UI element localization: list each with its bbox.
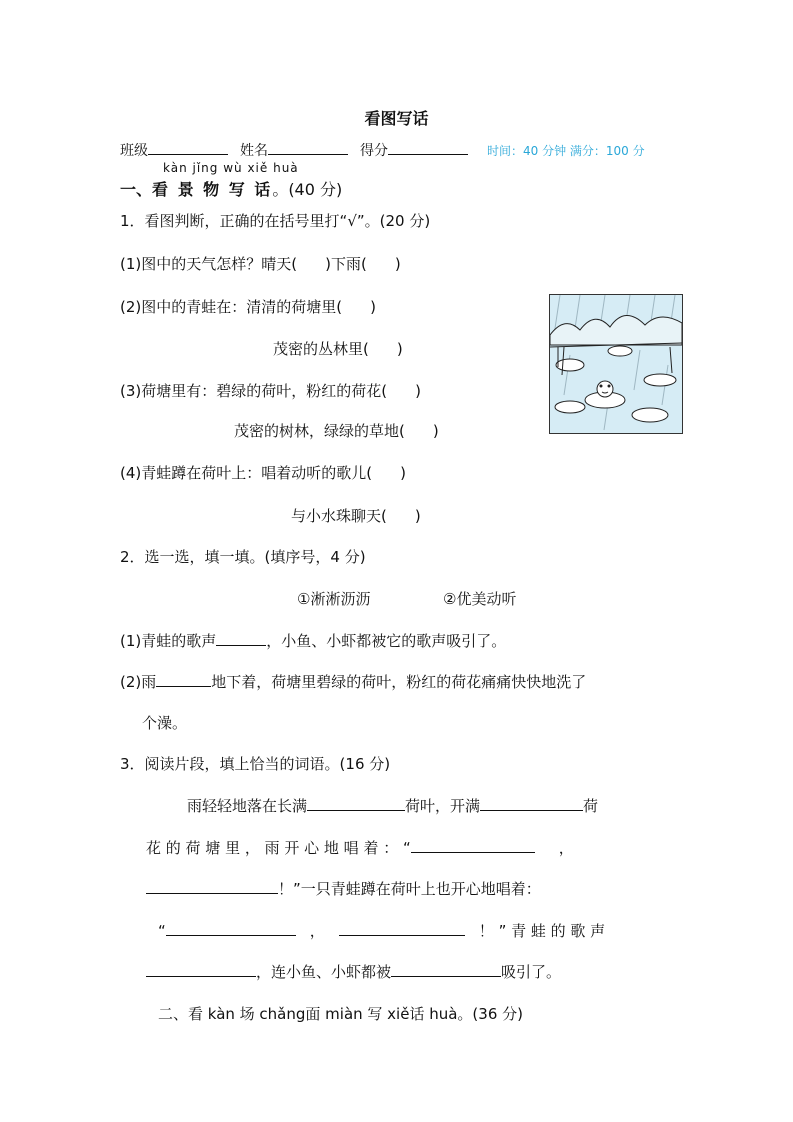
name-label: 姓名 [240, 143, 268, 159]
fill-blank[interactable] [216, 631, 266, 646]
q3-line-4 [158, 920, 605, 941]
section1-prefix: 一、 [120, 180, 153, 199]
q1-item-3-end: ) [396, 340, 403, 358]
fill-blank[interactable] [480, 796, 583, 811]
q2-s1-a: (1)青蛙的歌声 [120, 632, 217, 650]
q2-prompt: 2．选一选，填一填。(填序号，4 分) [120, 548, 366, 566]
q1-item-2 [120, 296, 376, 317]
q1-prompt: 1．看图判断，正确的在括号里打“√”。(20 分) [120, 212, 431, 230]
q1-item-7 [291, 505, 421, 526]
q1-item-1 [120, 253, 401, 274]
q1-item-5-text: 茂密的树林，绿绿的草地( [234, 422, 405, 440]
q1-item-6 [120, 462, 406, 483]
q3-line-2 [146, 837, 574, 858]
q3-p5-b: 吸引了。 [501, 963, 562, 981]
q3-p5-a: ，连小鱼、小虾都被 [256, 963, 392, 981]
fill-blank[interactable] [146, 879, 278, 894]
q3-line-3 [146, 878, 541, 899]
class-field [120, 140, 228, 160]
q3-p1-a: 雨轻轻地落在长满 [187, 797, 308, 815]
score-blank[interactable] [388, 140, 468, 155]
q2-option-2: ②优美动听 [443, 590, 517, 608]
q2-s1-b: ，小鱼、小虾都被它的歌声吸引了。 [266, 632, 507, 650]
q3-p2-b: ， [558, 839, 574, 857]
q3-p1-c: 荷 [583, 797, 599, 815]
q1-item-3 [273, 338, 403, 359]
q3-line-1 [187, 795, 598, 816]
q1-item-1-text: (1)图中的天气怎样？晴天( [120, 255, 298, 273]
q1-item-7-end: ) [414, 507, 421, 525]
section2-heading: 二、看 kàn 场 chǎng面 miàn 写 xiě话 huà。(36 分) [158, 1005, 523, 1023]
class-blank[interactable] [148, 140, 228, 155]
q2-sentence-2-cont: 个澡。 [142, 714, 188, 732]
q2-sentence-2 [120, 671, 586, 692]
fill-blank[interactable] [339, 921, 465, 936]
q1-item-2-end: ) [370, 298, 376, 316]
name-blank[interactable] [268, 140, 348, 155]
pond-scene-svg [550, 295, 682, 433]
time-info: 时间：40 分钟 满分：100 分 [487, 144, 645, 158]
q1-item-6-text: (4)青蛙蹲在荷叶上：唱着动听的歌儿( [120, 464, 373, 482]
q1-item-6-end: ) [400, 464, 406, 482]
q3-line-5 [146, 961, 561, 982]
q3-p4-b: ， [309, 922, 325, 940]
q1-item-2-text: (2)图中的青蛙在：清清的荷塘里( [120, 298, 343, 316]
fill-blank[interactable] [146, 962, 256, 977]
section1-chars: 看 景 物 写 话 [152, 180, 273, 199]
fill-blank[interactable] [411, 838, 535, 853]
q3-p1-b: 荷叶，开满 [405, 797, 481, 815]
q1-item-3-text: 茂密的丛林里( [273, 340, 369, 358]
class-label: 班级 [120, 143, 148, 159]
q3-p4-c: ！ ” 青 蛙 的 歌 声 [478, 922, 606, 940]
q1-item-1-mid: )下雨( [325, 255, 367, 273]
q1-item-5 [234, 420, 439, 441]
section1-pinyin: kàn jǐng wù xiě huà [163, 161, 299, 175]
page-title: 看图写话 [364, 109, 429, 128]
name-field [240, 140, 348, 160]
q2-sentence-1 [120, 630, 506, 651]
q3-p2-a: 花 的 荷 塘 里 ， 雨 开 心 地 唱 着 ： “ [146, 839, 411, 857]
q3-p3-a: ！”一只青蛙蹲在荷叶上也开心地唱着： [278, 880, 541, 898]
q1-item-1-end: ) [394, 255, 401, 273]
fill-blank[interactable] [307, 796, 405, 811]
section1-heading [120, 177, 342, 200]
score-field [360, 140, 468, 160]
q1-item-4 [120, 380, 421, 401]
fill-blank[interactable] [156, 672, 211, 687]
section1-suffix: 。(40 分) [272, 180, 343, 199]
q1-item-4-end: ) [415, 382, 421, 400]
q1-item-5-end: ) [432, 422, 439, 440]
q2-s2-b: 地下着，荷塘里碧绿的荷叶，粉红的荷花痛痛快快地洗了 [211, 673, 587, 691]
q2-s2-a: (2)雨 [120, 673, 157, 691]
fill-blank[interactable] [166, 921, 296, 936]
q1-item-4-text: (3)荷塘里有：碧绿的荷叶，粉红的荷花( [120, 382, 388, 400]
q2-option-1: ①淅淅沥沥 [297, 590, 371, 608]
pond-frog-rain-illustration [549, 294, 683, 434]
q3-p4-a: “ [158, 922, 166, 940]
q3-prompt: 3．阅读片段，填上恰当的词语。(16 分) [120, 755, 391, 773]
score-label: 得分 [360, 143, 388, 159]
fill-blank[interactable] [391, 962, 501, 977]
q1-item-7-text: 与小水珠聊天( [291, 507, 387, 525]
